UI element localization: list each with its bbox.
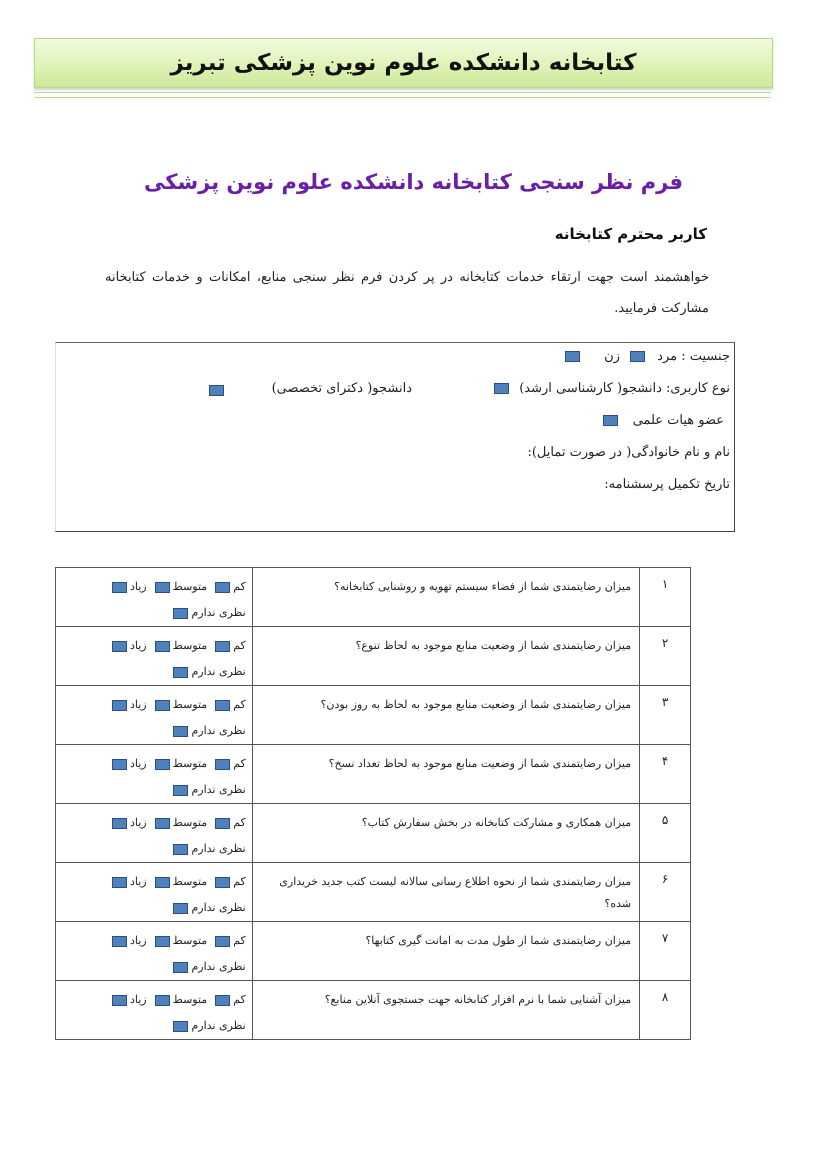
option-low	[215, 875, 246, 888]
option-no-opinion	[173, 1019, 245, 1032]
option-low	[215, 698, 246, 711]
high-checkbox[interactable]	[112, 700, 127, 711]
option-no-opinion-label: نظری ندارم	[191, 1019, 246, 1032]
low-checkbox[interactable]	[215, 759, 230, 770]
option-medium	[155, 816, 208, 829]
low-checkbox[interactable]	[215, 818, 230, 829]
question-number: ۱	[640, 568, 691, 627]
phd-checkbox[interactable]	[209, 385, 224, 396]
option-low	[215, 816, 246, 829]
high-checkbox[interactable]	[112, 641, 127, 652]
no-opinion-checkbox[interactable]	[173, 785, 188, 796]
faculty-checkbox[interactable]	[603, 415, 618, 426]
option-high	[112, 993, 147, 1006]
answer-options	[56, 686, 253, 745]
no-opinion-checkbox[interactable]	[173, 844, 188, 855]
option-high	[112, 580, 147, 593]
female-label: زن	[604, 349, 620, 364]
option-high	[112, 698, 147, 711]
survey-table	[55, 567, 691, 1040]
header-banner	[34, 38, 773, 88]
low-checkbox[interactable]	[215, 641, 230, 652]
low-checkbox[interactable]	[215, 877, 230, 888]
option-low-label: کم	[233, 934, 246, 947]
low-checkbox[interactable]	[215, 582, 230, 593]
question-text: میزان رضایتمندی شما از وضعیت منابع موجود به لحاظ تعداد نسخ؟	[252, 745, 639, 804]
male-checkbox[interactable]	[630, 351, 645, 362]
medium-checkbox[interactable]	[155, 641, 170, 652]
question-row	[56, 981, 691, 1040]
question-row	[56, 686, 691, 745]
user-type-label: نوع کاربری: دانشجو( کارشناسی ارشد)	[519, 381, 730, 396]
no-opinion-checkbox[interactable]	[173, 608, 188, 619]
option-medium	[155, 580, 208, 593]
option-high-label: زیاد	[130, 875, 147, 888]
option-no-opinion	[173, 960, 245, 973]
question-text: میزان رضایتمندی شما از طول مدت به امانت گیری کتابها؟	[252, 922, 639, 981]
intro-text: خواهشمند است جهت ارتقاء خدمات کتابخانه در پر کردن فرم نظر سنجی منابع، امکانات و خدمات کتابخانه مشارکت فرمایید.	[105, 270, 709, 316]
no-opinion-checkbox[interactable]	[173, 962, 188, 973]
high-checkbox[interactable]	[112, 877, 127, 888]
question-text: میزان رضایتمندی شما از نحوه اطلاع رسانی سالانه لیست کتب جدید خریداری شده؟	[252, 863, 639, 922]
option-no-opinion-label: نظری ندارم	[191, 606, 246, 619]
form-title: فرم نظر سنجی کتابخانه دانشکده علوم نوین پزشکی	[144, 170, 683, 194]
faculty-label: عضو هیات علمی	[632, 413, 724, 428]
medium-checkbox[interactable]	[155, 877, 170, 888]
option-no-opinion-label: نظری ندارم	[191, 901, 246, 914]
option-medium	[155, 698, 208, 711]
option-no-opinion	[173, 606, 245, 619]
option-low	[215, 757, 246, 770]
question-row	[56, 627, 691, 686]
no-opinion-checkbox[interactable]	[173, 667, 188, 678]
option-medium-label: متوسط	[172, 934, 208, 947]
question-number: ۷	[640, 922, 691, 981]
option-no-opinion	[173, 842, 245, 855]
option-medium-label: متوسط	[172, 639, 208, 652]
answer-options	[56, 804, 253, 863]
option-medium-label: متوسط	[172, 698, 208, 711]
option-low-label: کم	[233, 816, 246, 829]
name-label: نام و نام خانوادگی( در صورت تمایل):	[527, 445, 730, 460]
option-medium-label: متوسط	[172, 816, 208, 829]
answer-options	[56, 981, 253, 1040]
answer-options	[56, 863, 253, 922]
option-no-opinion-label: نظری ندارم	[191, 783, 246, 796]
option-low-label: کم	[233, 639, 246, 652]
option-high	[112, 934, 147, 947]
header-rule	[34, 92, 771, 93]
medium-checkbox[interactable]	[155, 582, 170, 593]
high-checkbox[interactable]	[112, 582, 127, 593]
option-high-label: زیاد	[130, 757, 147, 770]
question-row	[56, 922, 691, 981]
option-low	[215, 934, 246, 947]
option-medium	[155, 757, 208, 770]
option-low	[215, 580, 246, 593]
question-row	[56, 804, 691, 863]
date-label: تاریخ تکمیل پرسشنامه:	[604, 477, 730, 492]
option-low-label: کم	[233, 580, 246, 593]
question-row	[56, 863, 691, 922]
option-high-label: زیاد	[130, 698, 147, 711]
medium-checkbox[interactable]	[155, 700, 170, 711]
medium-checkbox[interactable]	[155, 936, 170, 947]
option-no-opinion	[173, 724, 245, 737]
medium-checkbox[interactable]	[155, 818, 170, 829]
high-checkbox[interactable]	[112, 936, 127, 947]
female-checkbox[interactable]	[565, 351, 580, 362]
option-medium-label: متوسط	[172, 757, 208, 770]
question-text: میزان همکاری و مشارکت کتابخانه در بخش سفارش کتاب؟	[252, 804, 639, 863]
answer-options	[56, 922, 253, 981]
option-no-opinion-label: نظری ندارم	[191, 665, 246, 678]
question-row	[56, 568, 691, 627]
option-high-label: زیاد	[130, 580, 147, 593]
option-high-label: زیاد	[130, 639, 147, 652]
gender-row	[565, 349, 730, 364]
option-low-label: کم	[233, 698, 246, 711]
user-info-box	[55, 342, 735, 532]
phd-label: دانشجو( دکترای تخصصی)	[271, 381, 412, 396]
option-high	[112, 875, 147, 888]
option-medium	[155, 875, 208, 888]
option-no-opinion-label: نظری ندارم	[191, 960, 246, 973]
phd-row	[272, 381, 412, 396]
option-no-opinion	[173, 901, 245, 914]
option-low-label: کم	[233, 875, 246, 888]
option-low	[215, 639, 246, 652]
answer-options	[56, 568, 253, 627]
question-text: میزان آشنایی شما با نرم افزار کتابخانه جهت جستجوی آنلاین منابع؟	[252, 981, 639, 1040]
low-checkbox[interactable]	[215, 700, 230, 711]
option-high-label: زیاد	[130, 816, 147, 829]
option-no-opinion-label: نظری ندارم	[191, 842, 246, 855]
question-text: میزان رضایتمندی شما از وضعیت منابع موجود به لحاظ به روز بودن؟	[252, 686, 639, 745]
option-high-label: زیاد	[130, 934, 147, 947]
question-text: میزان رضایتمندی شما از فضاء سیستم تهویه و روشنایی کتابخانه؟	[252, 568, 639, 627]
question-text: میزان رضایتمندی شما از وضعیت منابع موجود به لحاظ تنوع؟	[252, 627, 639, 686]
header-rule	[34, 97, 771, 98]
question-number: ۳	[640, 686, 691, 745]
option-low-label: کم	[233, 757, 246, 770]
option-no-opinion	[173, 783, 245, 796]
answer-options	[56, 745, 253, 804]
high-checkbox[interactable]	[112, 759, 127, 770]
medium-checkbox[interactable]	[155, 995, 170, 1006]
option-high	[112, 757, 147, 770]
masters-checkbox[interactable]	[494, 383, 509, 394]
option-medium	[155, 639, 208, 652]
question-number: ۸	[640, 981, 691, 1040]
low-checkbox[interactable]	[215, 995, 230, 1006]
high-checkbox[interactable]	[112, 995, 127, 1006]
option-medium	[155, 993, 208, 1006]
question-number: ۶	[640, 863, 691, 922]
option-low	[215, 993, 246, 1006]
option-medium-label: متوسط	[172, 580, 208, 593]
no-opinion-checkbox[interactable]	[173, 903, 188, 914]
medium-checkbox[interactable]	[155, 759, 170, 770]
question-number: ۲	[640, 627, 691, 686]
option-medium	[155, 934, 208, 947]
option-no-opinion-label: نظری ندارم	[191, 724, 246, 737]
answer-options	[56, 627, 253, 686]
option-low-label: کم	[233, 993, 246, 1006]
banner-title: کتابخانه دانشکده علوم نوین پزشکی تبریز	[170, 50, 637, 76]
question-row	[56, 745, 691, 804]
low-checkbox[interactable]	[215, 936, 230, 947]
option-high	[112, 816, 147, 829]
option-medium-label: متوسط	[172, 875, 208, 888]
question-number: ۵	[640, 804, 691, 863]
no-opinion-checkbox[interactable]	[173, 1021, 188, 1032]
question-number: ۴	[640, 745, 691, 804]
option-no-opinion	[173, 665, 245, 678]
option-high-label: زیاد	[130, 993, 147, 1006]
option-medium-label: متوسط	[172, 993, 208, 1006]
faculty-row	[603, 413, 724, 428]
user-type-row	[494, 381, 730, 396]
gender-label: جنسیت : مرد	[657, 349, 730, 364]
option-high	[112, 639, 147, 652]
greeting: کاربر محترم کتابخانه	[554, 225, 707, 243]
high-checkbox[interactable]	[112, 818, 127, 829]
no-opinion-checkbox[interactable]	[173, 726, 188, 737]
